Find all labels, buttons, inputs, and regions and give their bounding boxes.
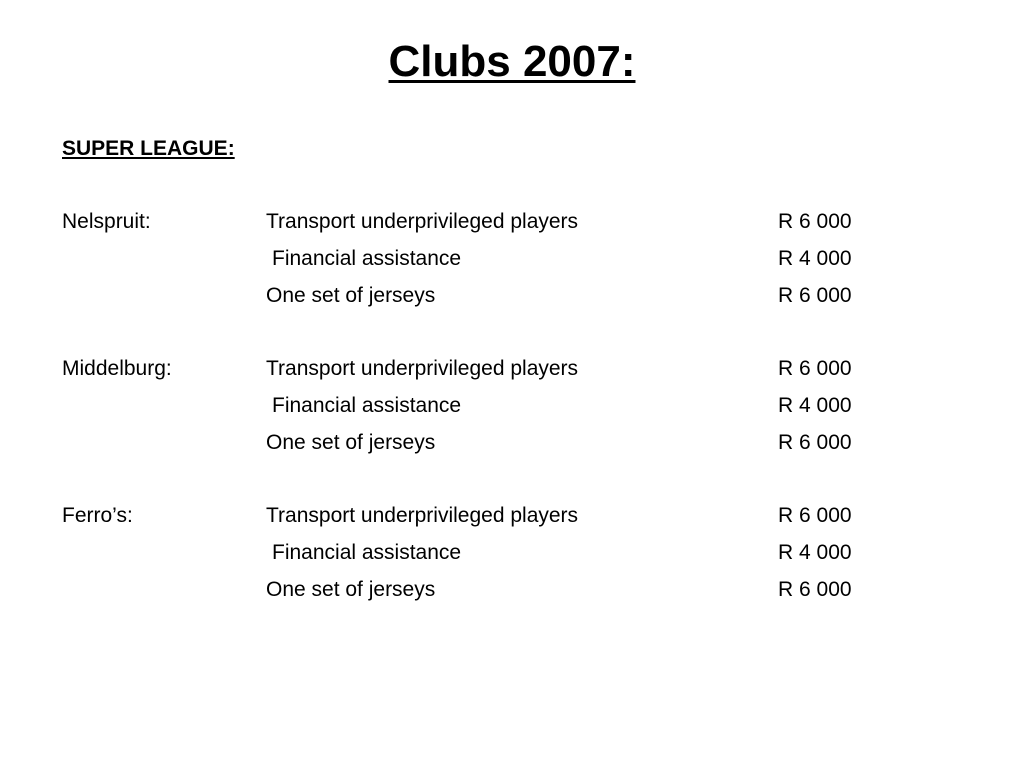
club-block-middelburg xyxy=(62,356,962,467)
slide-title-text: Clubs 2007: xyxy=(388,37,636,86)
item-amount: R 6 000 xyxy=(778,431,852,454)
item-amount: R 6 000 xyxy=(778,210,852,233)
club-item-row xyxy=(62,393,962,430)
club-block-ferros xyxy=(62,503,962,614)
club-item-row xyxy=(62,356,962,393)
club-item-row xyxy=(62,283,962,320)
item-label: One set of jerseys xyxy=(266,578,436,601)
item-amount: R 4 000 xyxy=(778,247,852,270)
item-label: Financial assistance xyxy=(272,394,462,417)
item-amount: R 4 000 xyxy=(778,394,852,417)
item-label: One set of jerseys xyxy=(266,284,436,307)
item-label: Financial assistance xyxy=(272,247,462,270)
slide-title xyxy=(0,36,1024,88)
item-label: Transport underprivileged players xyxy=(266,357,579,380)
club-name: Ferro’s: xyxy=(62,504,133,527)
item-amount: R 6 000 xyxy=(778,504,852,527)
item-amount: R 6 000 xyxy=(778,357,852,380)
club-item-row xyxy=(62,540,962,577)
item-amount: R 6 000 xyxy=(778,284,852,307)
item-amount: R 6 000 xyxy=(778,578,852,601)
club-name: Middelburg: xyxy=(62,357,172,380)
club-item-row xyxy=(62,209,962,246)
club-item-row xyxy=(62,430,962,467)
item-label: Transport underprivileged players xyxy=(266,504,579,527)
item-label: Financial assistance xyxy=(272,541,462,564)
club-block-nelspruit xyxy=(62,209,962,320)
club-item-row xyxy=(62,246,962,283)
section-heading: SUPER LEAGUE: xyxy=(62,137,235,160)
club-item-row xyxy=(62,577,962,614)
club-name: Nelspruit: xyxy=(62,210,151,233)
item-label: Transport underprivileged players xyxy=(266,210,579,233)
item-amount: R 4 000 xyxy=(778,541,852,564)
item-label: One set of jerseys xyxy=(266,431,436,454)
club-item-row xyxy=(62,503,962,540)
